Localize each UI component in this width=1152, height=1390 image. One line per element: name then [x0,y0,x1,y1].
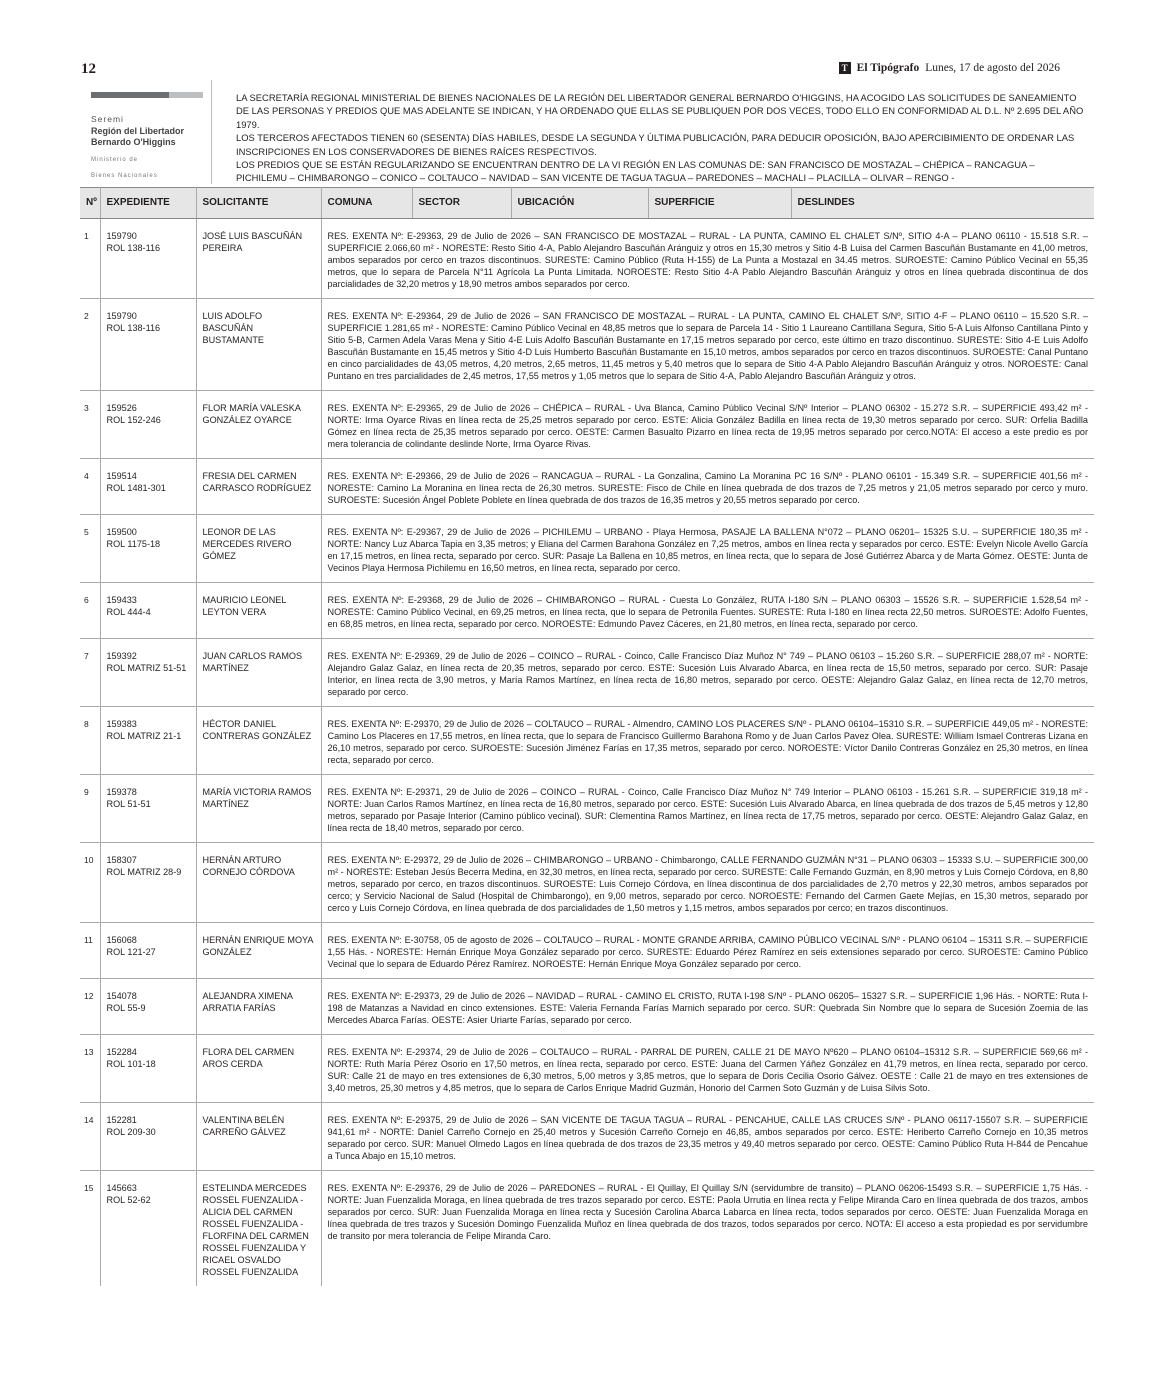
row-resolution: RES. EXENTA Nº: E-29374, 29 de Julio de 2026 – COLTAUCO – RURAL - PARRAL DE PUREN, CALLE 21 DE MAYO Nº620 – PLANO 06104–15312 S.R. – SUPERFICIE 569,66 m² - NORTE: Ruth María Pérez Osorio en 17,50 metros, en línea recta, separado por cerco. ESTE: Juana del Carmen Yáñez González en 41,79 metros, en línea recta, separado por cerco. SUR: Calle 21 de mayo en tres extensiones de 6,30 metros, 5,00 metros y 3,85 metros, que lo separa de Doris Cecilia Osorio Gálvez. OESTE : Calle 21 de mayo en tres extensiones de 3,40 metros, 25,30 metros y 4,85 metros, que lo separa de Carlos Enrique Madrid Guzmán, Honorio del Carmen Soto Guzmán y de Luisa Silvis Soto. [321,1035,1094,1103]
row-number: 9 [80,775,100,843]
expediente-number: 159383 [106,719,137,729]
row-number: 15 [80,1171,100,1287]
intro-paragraph: LOS PREDIOS QUE SE ESTÁN REGULARIZANDO SE ENCUENTRAN DENTRO DE LA VI REGIÓN EN LAS COMUNAS DE: SAN FRANCISCO DE MOSTAZAL – CHÉPICA – RANCAGUA – PICHILEMU – CHIMBARONGO – CONICO – COLTAUCO – NAVIDAD – SAN VICENTE DE TAGUA TAGUA – PAREDONES – MACHALI – PLACILLA – OLIVAR – RENGO - [236,159,1035,184]
row-expediente [100,639,196,707]
table-row [80,639,1094,707]
header-sector: SECTOR [412,188,511,219]
newspaper-logo-icon: T [839,62,851,74]
logo-ministry-line1: Ministerio de [91,157,139,163]
row-solicitante: LUIS ADOLFO BASCUÑÁN BUSTAMANTE [196,299,321,391]
row-expediente [100,707,196,775]
row-expediente [100,843,196,923]
table-row [80,515,1094,583]
expediente-rol: ROL 209-30 [106,1127,156,1137]
table-row [80,459,1094,515]
row-expediente [100,775,196,843]
page-number: 12 [81,61,96,77]
row-resolution: RES. EXENTA Nº: E-29367, 29 de Julio de 2026 – PICHILEMU – URBANO - Playa Hermosa, PASAJE LA BALLENA N°072 – PLANO 06201– 15325 S.U. – SUPERFICIE 180,35 m² - NORTE: Nancy Luz Abarca Tapia en 3,35 metros; y Eliana del Carmen Barahona González en 7,25 metros, ambos en línea recta y separados por cerco. ESTE: Evelyn Nicole Avello García en 17,15 metros, en línea recta, separado por cerco. SUR: Pasaje La Ballena en 10,85 metros, en línea recta, que lo separa de José Gutiérrez Abarca y de Marta Gómez. OESTE: Junta de Vecinos Playa Hermosa Pichilemu en 16,50 metros, en línea recta, separado por cerco. [321,515,1094,583]
expediente-number: 159526 [106,403,137,413]
expediente-rol: ROL 52-62 [106,1195,151,1205]
intro-paragraph: LA SECRETARÍA REGIONAL MINISTERIAL DE BIENES NACIONALES DE LA REGIÓN DEL LIBERTADOR GENERAL BERNARDO O'HIGGINS, HA ACOGIDO LAS SOLICITUDES DE SANEAMIENTO DE LAS PERSONAS Y PREDIOS QUE MAS ADELANTE SE INDICAN, Y HA ORDENADO QUE ELLAS SE PUBLIQUEN POR DOS VECES, TODO ELLO EN CONFORMIDAD AL D.L. Nº 2.695 DEL AÑO 1979. [236,92,1084,130]
expediente-number: 159790 [106,231,137,241]
row-resolution: RES. EXENTA Nº: E-29375, 29 de Julio de 2026 – SAN VICENTE DE TAGUA TAGUA – RURAL - PENCAHUE, CALLE LAS CRUCES S/Nº - PLANO 06117-15507 S.R. – SUPERFICIE 941,61 m² - NORTE: Daniel Carreño Cornejo en 25,40 metros y Sucesión Carreño Cornejo en 46,85, ambos separados por cerco. ESTE: Heriberto Carreño Cornejo en 10,35 metros separado por cerco. SUR: Manuel Olmedo Lagos en línea quebrada de dos trazos de 23,35 metros y 49,40 metros separado por cerco. OESTE: Camino Público Ruta H-844 de Pencahue a Tunca Abajo en 15,10 metros. [321,1103,1094,1171]
expediente-rol: ROL 138-116 [106,323,161,333]
expediente-number: 156068 [106,935,137,945]
row-number: 1 [80,219,100,299]
expediente-rol: ROL 444-4 [106,607,151,617]
row-solicitante: ALEJANDRA XIMENA ARRATIA FARÍAS [196,979,321,1035]
row-solicitante: JOSÉ LUIS BASCUÑÁN PEREIRA [196,219,321,299]
header-solicitante: SOLICITANTE [196,188,321,219]
row-number: 10 [80,843,100,923]
expediente-rol: ROL 51-51 [106,799,151,809]
expediente-number: 158307 [106,855,137,865]
row-number: 7 [80,639,100,707]
table-row [80,1171,1094,1287]
table-row [80,1035,1094,1103]
row-solicitante: JUAN CARLOS RAMOS MARTÍNEZ [196,639,321,707]
row-expediente [100,979,196,1035]
expediente-number: 159378 [106,787,137,797]
row-solicitante: LEONOR DE LAS MERCEDES RIVERO GÓMEZ [196,515,321,583]
row-expediente [100,459,196,515]
expediente-rol: ROL 138-116 [106,243,161,253]
table-row [80,707,1094,775]
row-number: 3 [80,391,100,459]
logo-region-line1: Región del Libertador [91,126,185,136]
row-resolution: RES. EXENTA Nº: E-29369, 29 de Julio de 2026 – COINCO – RURAL - Coinco, Calle Francisco Díaz Muñoz N° 749 – PLANO 06103 – 15.260 S.R. – SUPERFICIE 288,07 m² - NORTE: Alejandro Galaz Galaz, en línea recta de 20,35 metros, separado por cerco. ESTE: Sucesión Luis Alvarado Abarca, en línea recta de 15,50 metros, separado por cerco. SUR: Pasaje Interior, en línea recta de 3,90 metros, y María Ramos Martínez, en línea recta de 16,80 metros, separado por cerco. OESTE: Alejandro Galaz Galaz, en línea recta de 12,70 metros, separado por cerco. [321,639,1094,707]
row-expediente [100,1103,196,1171]
table-row [80,391,1094,459]
expediente-number: 159514 [106,471,137,481]
row-expediente [100,583,196,639]
row-resolution: RES. EXENTA Nº: E-29364, 29 de Julio de 2026 – SAN FRANCISCO DE MOSTAZAL – RURAL - LA PUNTA, CAMINO EL CHALET S/Nº, SITIO 4-F – PLANO 06110 – 15.520 S.R. – SUPERFICIE 1.281,65 m² - NORESTE: Camino Público Vecinal en 48,85 metros que lo separa de Parcela 14 - Sitio 1 Laureano Cantillana Segura, Sitio 5-A Luis Alfonso Cantillana Pinto y Sitio 5-B, Carmen Adela Varas Mena y Sitio 4-E Luis Adolfo Bascuñán Bustamante en 17,15 metros separado por cerco, este último en trazo discontinuo. SURESTE: Sitio 4-E Luis Adolfo Bascuñán Bustamante en 15,45 metros y Sitio 4-D Luis Humberto Bascuñán Bustamante en 15,10 metros, ambos separados por cerco en trazos discontinuos. SUROESTE: Canal Puntano en cinco parcialidades de 43,05 metros, 4,20 metros, 2,65 metros, 11,45 metros y 5,40 metros que lo separa de Sitio 4-A Pablo Alejandro Bascuñán Aránguiz y otros. NOROESTE: Canal Puntano en tres parcialidades de 2,45 metros, 17,55 metros y 1,05 metros que lo separa de Sitio 4-A, Pablo Alejandro Bascuñán Aránguiz y otros. [321,299,1094,391]
row-resolution: RES. EXENTA Nº: E-29370, 29 de Julio de 2026 – COLTAUCO – RURAL - Almendro, CAMINO LOS PLACERES S/Nº - PLANO 06104–15310 S.R. – SUPERFICIE 449,05 m² - NORESTE: Camino Los Placeres en 17,55 metros, en línea recta, que lo separa de Francisco Guillermo Barahona Romo y de Juan Carlos Pavez Olea. SURESTE: William Ismael Contreras Lizana en 26,10 metros, separado por cerco. SUROESTE: Sucesión Jiménez Farías en 17,35 metros, separado por cerco. NOROESTE: Víctor Danilo Contreras González en 25,30 metros, en línea recta, separado por cerco. [321,707,1094,775]
row-number: 2 [80,299,100,391]
row-expediente [100,1035,196,1103]
row-solicitante: HÉCTOR DANIEL CONTRERAS GONZÁLEZ [196,707,321,775]
row-expediente [100,219,196,299]
row-number: 4 [80,459,100,515]
row-resolution: RES. EXENTA Nº: E-30758, 05 de agosto de 2026 – COLTAUCO – RURAL - MONTE GRANDE ARRIBA, CAMINO PÚBLICO VECINAL S/Nº - PLANO 06104 – 15311 S.R. – SUPERFICIE 1,55 Hás. - NORESTE: Hernán Enrique Moya González separado por cerco. SURESTE: Eduardo Pérez Ramírez en seis extensiones separado por cerco. SUROESTE: Camino Público Vecinal que lo separa de Eduardo Pérez Ramírez. NOROESTE: Hernán Enrique Moya González separado por cerco. [321,923,1094,979]
header-expediente: EXPEDIENTE [100,188,196,219]
header-num: Nº [80,188,100,219]
row-expediente [100,923,196,979]
expediente-number: 159392 [106,651,137,661]
table-row [80,299,1094,391]
row-expediente [100,1171,196,1287]
expediente-number: 152281 [106,1115,137,1125]
logo-region-line2: Bernardo O'Higgins [91,137,176,147]
row-solicitante: HERNÁN ARTURO CORNEJO CÓRDOVA [196,843,321,923]
table-row [80,979,1094,1035]
row-solicitante: FLOR MARÍA VALESKA GONZÁLEZ OYARCE [196,391,321,459]
row-solicitante: MAURICIO LEONEL LEYTON VERA [196,583,321,639]
logo-ministry-line2: Bienes Nacionales [91,173,158,179]
expediente-number: 159790 [106,311,137,321]
row-resolution: RES. EXENTA Nº: E-29363, 29 de Julio de 2026 – SAN FRANCISCO DE MOSTAZAL – RURAL - LA PUNTA, CAMINO EL CHALET S/Nº, SITIO 4-A – PLANO 06110 - 15.518 S.R. – SUPERFICIE 2.066,60 m² - NORESTE: Resto Sitio 4-A, Pablo Alejandro Bascuñán Aránguiz y otros en 15,30 metros y Sitio 4-B Luisa del Carmen Bascuñán Bustamante en 41,00 metros, ambos separados por cerco en trazos discontinuos. SURESTE: Camino Público (Ruta H-155) de La Punta a Mostazal en 34.45 metros. SUROESTE: Camino Público Vecinal en 55,35 metros, que lo separa de Parcela N°11 Agrícola La Punta Limitada. NOROESTE: Resto Sitio 4-A Pablo Alejandro Bascuñán Aránguiz y otros en línea quebrada discontinua de dos parcialidades de 32,20 metros y 18,90 metros ambos separados por cerco. [321,219,1094,299]
properties-table [80,187,1094,1286]
header-deslindes: DESLINDES [791,188,1094,219]
intro-text [236,91,1088,185]
expediente-rol: ROL MATRIZ 28-9 [106,867,182,877]
header-comuna: COMUNA [321,188,412,219]
expediente-rol: ROL MATRIZ 21-1 [106,731,182,741]
table-row [80,583,1094,639]
header-ubicacion: UBICACIÓN [511,188,648,219]
table-header-row [80,188,1094,219]
row-resolution: RES. EXENTA Nº: E-29372, 29 de Julio de 2026 – CHIMBARONGO – URBANO - Chimbarongo, CALLE FERNANDO GUZMÁN N°31 – PLANO 06303 – 15333 S.U. – SUPERFICIE 300,00 m² - NORESTE: Esteban Jesús Becerra Medina, en 32,30 metros, en línea recta, separado por cerco. SURESTE: Calle Fernando Guzmán, en 8,90 metros y Luis Cornejo Córdova, en 8,80 metros, separado por cerco, en trazos discontinuos. SUROESTE: Luis Cornejo Córdova, en línea discontinua de dos parcialidades de 2,70 metros y 22,30 metros, ambos separados por cerco; y Servicio Nacional de Salud (Hospital de Chimbarongo), en 9,00 metros, separado por cerco. NOROESTE: Fernando del Carmen Gaete Mejías, en 15,30 metros, separado por cerco y Luis Cornejo Córdova, en línea quebrada de dos parcialidades de 1,50 metros y 1,15 metros, ambos separados por cerco; en trazos discontinuos. [321,843,1094,923]
row-resolution: RES. EXENTA Nº: E-29366, 29 de Julio de 2026 – RANCAGUA – RURAL - La Gonzalina, Camino La Moranina PC 16 S/Nº - PLANO 06101 - 15.349 S.R. – SUPERFICIE 401,56 m² - NORESTE: Camino La Moranina en línea recta de 26,30 metros. SURESTE: Fisco de Chile en línea quebrada de dos trazos de 7,25 metros y 21,05 metros separado por cerco y muro. SUROESTE: Sucesión Ángel Poblete Poblete en línea quebrada de dos trazos de 16,35 metros y 20,55 metros separado por cerco. [321,459,1094,515]
row-solicitante: VALENTINA BELÉN CARREÑO GÁLVEZ [196,1103,321,1171]
masthead [839,62,1060,74]
expediente-number: 152284 [106,1047,137,1057]
row-resolution: RES. EXENTA Nº: E-29376, 29 de Julio de 2026 – PAREDONES – RURAL - El Quillay, El Quillay S/N (servidumbre de transito) – PLANO 06206-15493 S.R. – SUPERFICIE 1,75 Hás. - NORTE: Juan Fuenzalida Moraga, en línea quebrada de tres trazos separado por cerco. ESTE: Paola Urrutia en línea recta y Felipe Miranda Caro en línea quebrada de dos trazos, ambos separados por cerco. SUR: Juan Fuenzalida Moraga en línea recta y Sucesión Carolina Abarca Labarca en línea recta, todos separados por cerco. OESTE: Juan Fuenzalida Moraga en línea quebrada de tres trazos y Sucesión Domingo Fuenzalida Muñoz en línea quebrada de dos trazos, todos separados por cerco. NOTA: El acceso a esta propiedad es por servidumbre de transito por mera tolerancia de Felipe Miranda Caro. [327,1183,1088,1241]
row-number: 13 [80,1035,100,1103]
table-row [80,923,1094,979]
row-number: 6 [80,583,100,639]
intro-paragraph: LOS TERCEROS AFECTADOS TIENEN 60 (SESENTA) DÍAS HABILES, DESDE LA SEGUNDA Y ÚLTIMA PUBLICACIÓN, PARA DEDUCIR OPOSICIÓN, BAJO APERCIBIMIENTO DE ORDENAR LAS INSCRIPCIONES EN LOS CONSERVADORES DE BIENES RAÍCES RESPECTIVOS. [236,132,1075,157]
expediente-number: 154078 [106,991,137,1001]
row-expediente [100,515,196,583]
expediente-rol: ROL 152-246 [106,415,161,425]
expediente-rol: ROL 101-18 [106,1059,156,1069]
expediente-rol: ROL 121-27 [106,947,156,957]
expediente-rol: ROL 1481-301 [106,483,166,493]
row-number: 12 [80,979,100,1035]
expediente-number: 159500 [106,527,137,537]
row-number: 11 [80,923,100,979]
logo-bars [91,92,203,98]
divider [211,80,212,184]
row-number: 8 [80,707,100,775]
row-solicitante: ESTELINDA MERCEDES ROSSEL FUENZALIDA - ALICIA DEL CARMEN ROSSEL FUENZALIDA - FLORFINA DEL CARMEN ROSSEL FUENZALIDA Y RICAEL OSVALDO ROSSEL FUENZALIDA [196,1171,321,1287]
row-resolution: RES. EXENTA Nº: E-29365, 29 de Julio de 2026 – CHÉPICA – RURAL - Uva Blanca, Camino Público Vecinal S/Nº Interior – PLANO 06302 - 15.272 S.R. – SUPERFICIE 493,42 m² - NORTE: Irma Oyarce Rivas en línea recta de 25,25 metros separado por cerco. ESTE: Alicia González Badilla en línea recta de 19,30 metros separado por cerco. SUR: Orfelia Badilla Gómez en línea recta de 25,35 metros separado por cerco. OESTE: Carmen Basualto Pizarro en línea recta de 19,95 metros separado por cerco.NOTA: El acceso a este predio es por mera tolerancia de colindante deslinde Norte, Irma Oyarce Rivas. [321,391,1094,459]
expediente-rol: ROL MATRIZ 51-51 [106,663,187,673]
table-row [80,1103,1094,1171]
table-row [80,219,1094,299]
expediente-rol: ROL 55-9 [106,1003,146,1013]
row-solicitante: MARÍA VICTORIA RAMOS MARTÍNEZ [196,775,321,843]
table-row [80,843,1094,923]
expediente-number: 159433 [106,595,137,605]
newspaper-name: El Tipógrafo [856,62,920,74]
row-solicitante: FRESIA DEL CARMEN CARRASCO RODRÍGUEZ [196,459,321,515]
row-resolution: RES. EXENTA Nº: E-29368, 29 de Julio de 2026 – CHIMBARONGO – RURAL - Cuesta Lo González, RUTA I-180 S/N – PLANO 06303 – 15526 S.R. – SUPERFICIE 1.528,54 m² - NORESTE: Camino Público Vecinal, en 69,25 metros, en línea recta, que lo separa de Petronila Fuentes. SURESTE: Ruta I-180 en línea recta 22,50 metros. SUROESTE: Adolfo Fuentes, en 68,85 metros, en línea recta, separado por cerco. NOROESTE: Edmundo Pavez Cáceres, en 21,80 metros, en línea recta, separado por cerco. [321,583,1094,639]
table-row [80,775,1094,843]
expediente-rol: ROL 1175-18 [106,539,161,549]
institution-logo [91,92,203,180]
row-number: 14 [80,1103,100,1171]
row-solicitante: FLORA DEL CARMEN AROS CERDA [196,1035,321,1103]
issue-date: Lunes, 17 de agosto del 2026 [925,62,1060,74]
row-number: 5 [80,515,100,583]
row-resolution: RES. EXENTA Nº: E-29373, 29 de Julio de 2026 – NAVIDAD – RURAL - CAMINO EL CRISTO, RUTA I-198 S/Nº - PLANO 06205– 15327 S.R. – SUPERFICIE 1,96 Hás. - NORTE: Ruta I-198 de Matanzas a Navidad en cinco extensiones. ESTE: Valeria Fernanda Farías Marnich separado por cerco. SUR: Quebrada Sin Nombre que lo separa de Sucesión Zoemia de las Mercedes Abarca Farías. OESTE: Asier Uriarte Farías, separado por cerco. [321,979,1094,1035]
row-resolution: RES. EXENTA Nº: E-29371, 29 de Julio de 2026 – COINCO – RURAL - Coinco, Calle Francisco Díaz Muñoz N° 749 Interior – PLANO 06103 - 15.261 S.R. – SUPERFICIE 319,18 m² - NORTE: Juan Carlos Ramos Martínez, en línea recta de 16,80 metros, separado por cerco. ESTE: Sucesión Luis Alvarado Abarca, en línea quebrada de dos trazos de 5,45 metros y 12,80 metros, separado por Pasaje Interior (Camino público vecinal). SUR: Clementina Ramos Martínez, en línea recta de 17,75 metros, separado por cerco. OESTE: Alejandro Galaz Galaz, en línea recta de 18,40 metros, separado por cerco. [321,775,1094,843]
expediente-number: 145663 [106,1183,137,1193]
header-superficie: SUPERFICIE [648,188,791,219]
row-expediente [100,391,196,459]
logo-seremi: Seremi [91,114,124,124]
row-expediente [100,299,196,391]
row-solicitante: HERNÁN ENRIQUE MOYA GONZÁLEZ [196,923,321,979]
